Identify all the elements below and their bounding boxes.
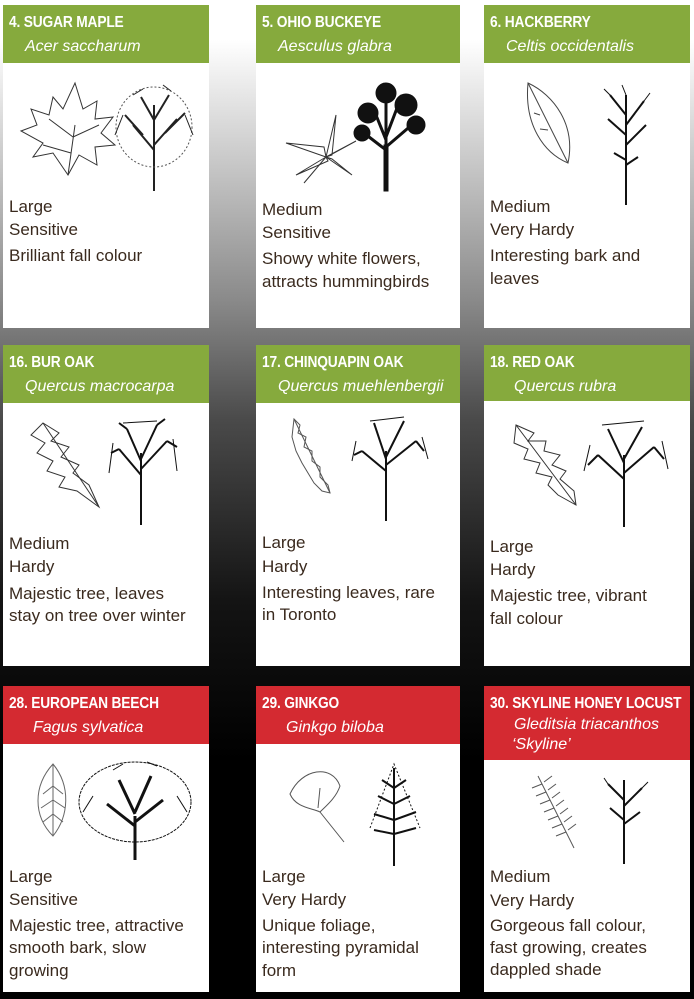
tree-card-ohio-buckeye	[256, 5, 460, 328]
leaf-icon	[31, 423, 99, 507]
scientific-name: Quercus rubra	[514, 378, 617, 395]
scientific-name: Ginkgo biloba	[286, 719, 384, 736]
tree-description-line: Interesting bark and	[490, 246, 641, 265]
tree-tolerance: Sensitive	[9, 220, 78, 239]
illustration	[514, 75, 684, 205]
tree-name: 4. SUGAR MAPLE	[9, 14, 124, 31]
tree-size: Medium	[490, 867, 551, 886]
tree-card-red-oak	[484, 345, 690, 666]
tree-description-line: Showy white flowers,	[262, 249, 421, 268]
tree-description-line: interesting pyramidal	[262, 938, 419, 957]
scientific-name: Fagus sylvatica	[33, 719, 144, 736]
tree-size: Large	[490, 537, 534, 556]
scientific-name: Celtis occidentalis	[506, 38, 635, 55]
tree-name: 29. GINKGO	[262, 695, 340, 712]
scientific-name: Acer saccharum	[25, 38, 141, 55]
tree-tolerance: Sensitive	[262, 223, 331, 242]
tree-description-line: Majestic tree, attractive	[9, 916, 184, 935]
card-header	[484, 345, 690, 401]
card-header	[256, 5, 460, 63]
tree-description-line: fast growing, creates	[490, 938, 647, 957]
tree-description-line: Brilliant fall colour	[9, 246, 143, 265]
illustration	[23, 413, 203, 528]
tree-description-line: Interesting leaves, rare	[262, 583, 435, 602]
tree-icon	[109, 419, 177, 525]
tree-description-line: attracts hummingbirds	[262, 272, 430, 291]
card-header	[3, 686, 209, 744]
tree-description-line: fall colour	[490, 609, 563, 628]
tree-size: Large	[9, 197, 53, 216]
tree-tolerance: Hardy	[262, 557, 308, 576]
tree-card-european-beech	[3, 686, 209, 992]
tree-card-skyline-honey-locust	[484, 686, 690, 992]
card-header	[256, 345, 460, 403]
tree-card-ginkgo	[256, 686, 460, 992]
tree-description-line: Unique foliage,	[262, 916, 376, 935]
scientific-name: Quercus muehlenbergii	[278, 378, 444, 395]
tree-icon	[79, 762, 191, 860]
tree-icon	[604, 85, 650, 205]
leaf-icon	[21, 83, 115, 175]
tree-description-line: Majestic tree, vibrant	[490, 586, 647, 605]
card-header	[484, 5, 690, 63]
tree-size: Medium	[262, 200, 323, 219]
cultivar-name: ‘Skyline’	[512, 736, 571, 753]
tree-icon	[584, 421, 668, 527]
tree-description-line: form	[262, 961, 296, 980]
scientific-name: Aesculus glabra	[278, 38, 392, 55]
illustration	[276, 75, 456, 200]
tree-name: 5. OHIO BUCKEYE	[262, 14, 382, 31]
card-header	[484, 686, 690, 760]
tree-card-sugar-maple	[3, 5, 209, 328]
tree-name: 17. CHINQUAPIN OAK	[262, 354, 404, 371]
tree-name: 30. SKYLINE HONEY LOCUST	[490, 695, 682, 712]
tree-tolerance: Very Hardy	[490, 891, 575, 910]
scientific-name: Quercus macrocarpa	[25, 378, 175, 395]
leaf-icon	[527, 83, 569, 163]
tree-description-line: Majestic tree, leaves	[9, 584, 164, 603]
tree-card-bur-oak	[3, 345, 209, 666]
tree-name: 16. BUR OAK	[9, 354, 95, 371]
tree-name: 18. RED OAK	[490, 354, 575, 371]
scientific-name: Gleditsia triacanthos	[514, 716, 659, 733]
tree-card-hackberry	[484, 5, 690, 328]
leaf-icon	[514, 425, 576, 505]
card-header	[3, 345, 209, 403]
leaf-icon	[286, 115, 356, 183]
leaf-icon	[292, 419, 330, 493]
illustration	[13, 75, 203, 200]
tree-icon	[604, 778, 648, 864]
leaf-icon	[532, 776, 576, 848]
tree-description-line: stay on tree over winter	[9, 606, 186, 625]
tree-size: Medium	[490, 197, 551, 216]
tree-size: Large	[262, 533, 306, 552]
tree-description-line: dappled shade	[490, 960, 602, 979]
illustration	[23, 756, 203, 866]
tree-icon	[115, 85, 193, 191]
tree-name: 28. EUROPEAN BEECH	[9, 695, 159, 712]
leaf-icon	[290, 772, 344, 842]
tree-tolerance: Very Hardy	[490, 220, 575, 239]
illustration	[284, 411, 454, 526]
tree-tolerance: Hardy	[9, 557, 55, 576]
tree-size: Medium	[9, 534, 70, 553]
leaf-icon	[38, 764, 66, 836]
tree-icon	[354, 83, 425, 191]
card-header	[256, 686, 460, 744]
tree-description-line: growing	[9, 961, 69, 980]
tree-icon	[352, 417, 428, 521]
card-header	[3, 5, 209, 63]
tree-size: Large	[9, 867, 53, 886]
illustration	[282, 758, 452, 868]
tree-card-chinquapin-oak	[256, 345, 460, 666]
tree-description-line: in Toronto	[262, 605, 337, 624]
tree-description-line: smooth bark, slow	[9, 938, 146, 957]
tree-size: Large	[262, 867, 306, 886]
tree-icon	[370, 764, 420, 866]
tree-tolerance: Hardy	[490, 560, 536, 579]
tree-name: 6. HACKBERRY	[490, 14, 591, 31]
tree-tolerance: Sensitive	[9, 890, 78, 909]
tree-tolerance: Very Hardy	[262, 890, 347, 909]
tree-description-line: Gorgeous fall colour,	[490, 916, 646, 935]
illustration	[524, 770, 684, 866]
illustration	[504, 415, 684, 530]
tree-description-line: leaves	[490, 269, 540, 288]
